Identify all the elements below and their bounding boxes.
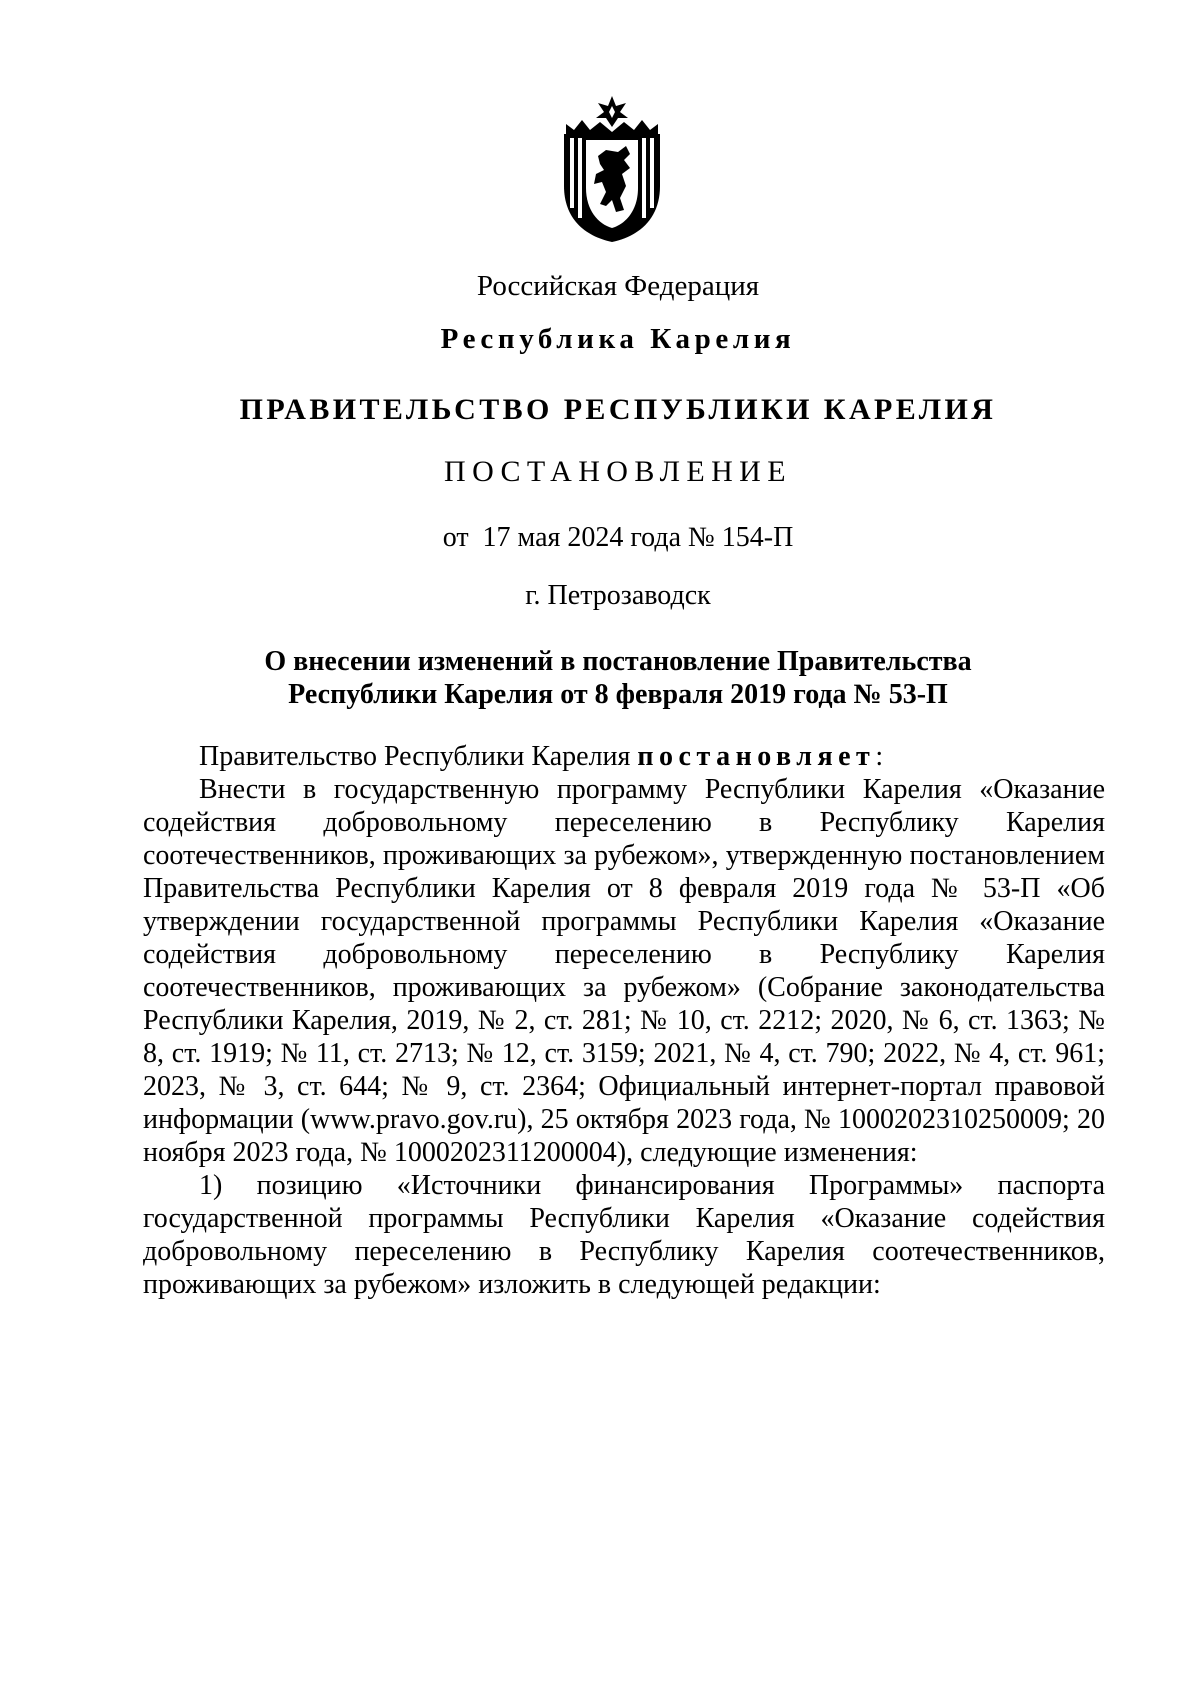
decree-subject: Правительство Республики Карелия	[199, 741, 638, 772]
document-kind: ПОСТАНОВЛЕНИЕ	[444, 455, 792, 488]
country-name: Российская Федерация	[476, 270, 760, 302]
decree-line	[143, 740, 1105, 773]
document-title	[0, 645, 1200, 711]
title-line-2: Республики Карелия от 8 февраля 2019 года № 53-П	[288, 679, 948, 710]
paragraph-item-1: 1) позицию «Источники финансирования Программы» паспорта государственной программы Республики Карелия «Оказание содействия добровольному переселению в Республику Карелия соотечественников, проживающих за рубежом» изложить в следующей редакции:	[143, 1170, 1105, 1300]
government-name: ПРАВИТЕЛЬСТВО РЕСПУБЛИКИ КАРЕЛИЯ	[239, 393, 997, 426]
document-city: г. Петрозаводск	[525, 580, 711, 611]
document-date-number: от 17 мая 2024 года № 154-П	[442, 522, 794, 553]
paragraph-main: Внести в государственную программу Республики Карелия «Оказание содействия добровольному переселению в Республику Карелия соотечественников, проживающих за рубежом», утвержденную постановлением Правительства Республики Карелия от 8 февраля 2019 года № 53-П «Об утверждении государственной программы Республики Карелия «Оказание содействия добровольному переселению в Республику Карелия соотечественников, проживающих за рубежом» (Собрание законодательства Республики Карелия, 2019, № 2, ст. 281; № 10, ст. 2212; 2020, № 6, ст. 1363; № 8, ст. 1919; № 11, ст. 2713; № 12, ст. 3159; 2021, № 4, ст. 790; 2022, № 4, ст. 961; 2023, № 3, ст. 644; № 9, ст. 2364; Официальный интернет-портал правовой информации (www.pravo.gov.ru), 25 октября 2023 года, № 1000202310250009; 20 ноября 2023 года, № 1000202311200004), следующие изменения:	[143, 774, 1105, 1168]
republic-name: Республика Карелия	[440, 323, 796, 355]
decree-verb: постановляет	[637, 741, 876, 772]
karelia-coat-of-arms-icon	[560, 94, 664, 244]
document-body	[143, 740, 1105, 1301]
title-line-1: О внесении изменений в постановление Правительства	[264, 646, 972, 677]
decree-colon: :	[875, 741, 884, 772]
